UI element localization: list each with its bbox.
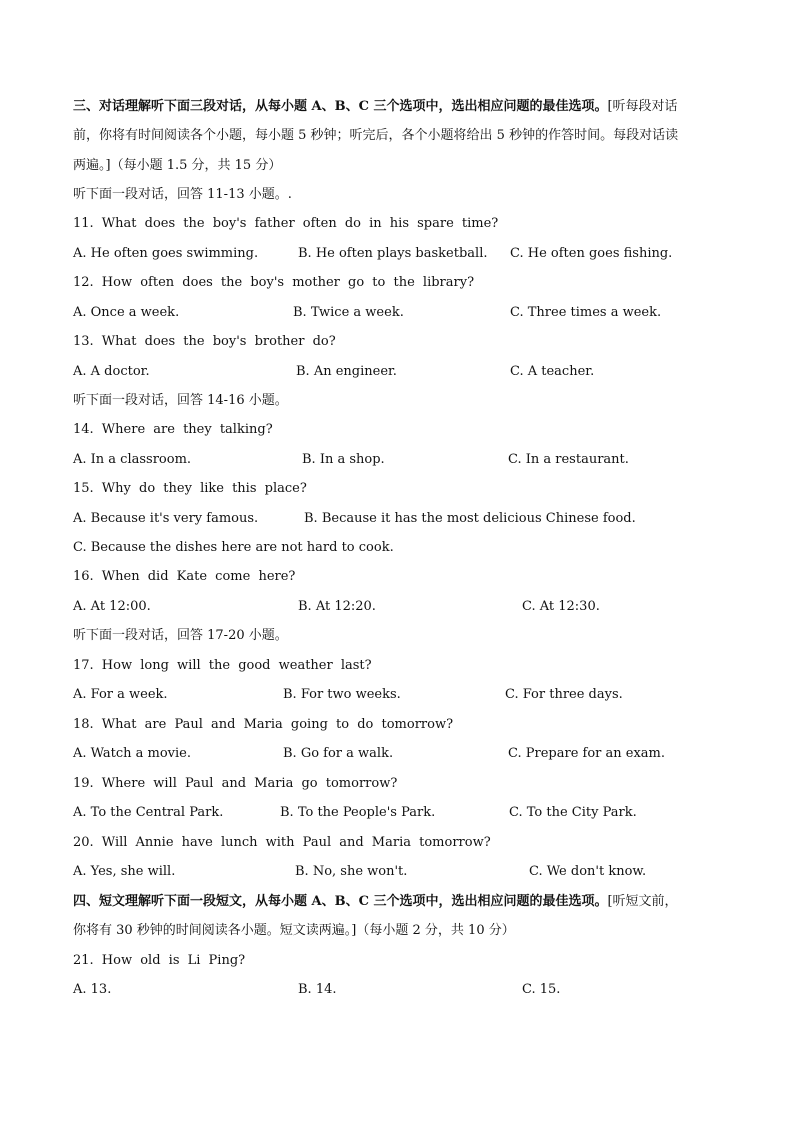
section4-heading-rest: [听短文前， [607,894,678,909]
section3-heading-line1 [73,98,678,116]
option-b: B. Twice a week. [293,305,404,320]
option-c: C. A teacher. [510,364,595,379]
option-a: A. Because it's very famous. [73,511,259,526]
dialogue-instruction-3: 听下面一段对话，回答 17-20 小题。 [73,628,288,643]
option-a: A. To the Central Park. [73,805,224,820]
option-c: C. Prepare for an exam. [508,746,665,761]
option-b: B. To the People's Park. [280,805,436,820]
options-20 [73,863,733,881]
option-c: C. 15. [522,982,561,997]
option-c-15: C. Because the dishes here are not hard to cook. [73,540,394,555]
section3-heading-line2: 前，你将有时间阅读各个小题，每小题 5 秒钟；听完后，各个小题将给出 5 秒钟的作答时间。每段对话读 [73,128,679,143]
option-a: A. For a week. [73,687,168,702]
option-a: A. At 12:00. [73,599,151,614]
section3-heading-line3: 两遍。]（每小题 1.5 分，共 15 分） [73,158,282,173]
section3-heading-rest: [听每段对话 [607,99,678,114]
question-14: 14. Where are they talking? [73,422,273,437]
option-c: C. For three days. [505,687,623,702]
option-b: B. He often plays basketball. [298,246,488,261]
option-a: A. 13. [73,982,112,997]
question-16: 16. When did Kate come here? [73,569,296,584]
option-a: A. In a classroom. [73,452,192,467]
section4-heading-bold: 四、短文理解听下面一段短文，从每小题 A、B、C 三个选项中，选出相应问题的最佳选项。 [73,894,608,909]
option-a: A. Yes, she will. [73,864,176,879]
option-b: B. No, she won't. [295,864,408,879]
options-19 [73,804,733,822]
options-15 [73,510,733,528]
option-c: C. In a restaurant. [508,452,629,467]
question-15: 15. Why do they like this place? [73,481,307,496]
question-12: 12. How often does the boy's mother go to the library? [73,275,475,290]
option-c: C. At 12:30. [522,599,600,614]
options-18 [73,745,733,763]
question-19: 19. Where will Paul and Maria go tomorrow? [73,776,398,791]
option-c: C. To the City Park. [509,805,637,820]
option-b: B. Because it has the most delicious Chinese food. [304,511,636,526]
dialogue-instruction-1: 听下面一段对话，回答 11-13 小题。. [73,187,292,202]
option-b: B. 14. [298,982,337,997]
option-c: C. We don't know. [529,864,647,879]
question-20: 20. Will Annie have lunch with Paul and Maria tomorrow? [73,835,491,850]
question-11: 11. What does the boy's father often do in his spare time? [73,216,499,231]
options-11 [73,245,733,263]
option-b: B. In a shop. [302,452,385,467]
section4-heading-line2: 你将有 30 秒钟的时间阅读各小题。短文读两遍。]（每小题 2 分，共 10 分） [73,923,515,938]
option-b: B. For two weeks. [283,687,401,702]
options-16 [73,598,733,616]
section4-heading-line1 [73,893,678,911]
dialogue-instruction-2: 听下面一段对话，回答 14-16 小题。 [73,393,288,408]
option-b: B. An engineer. [296,364,397,379]
option-b: B. At 12:20. [298,599,376,614]
option-c: C. Three times a week. [510,305,662,320]
option-a: A. A doctor. [73,364,150,379]
question-13: 13. What does the boy's brother do? [73,334,336,349]
options-13 [73,363,733,381]
section3-heading-bold: 三、对话理解听下面三段对话，从每小题 A、B、C 三个选项中，选出相应问题的最佳选项。 [73,99,608,114]
question-21: 21. How old is Li Ping? [73,953,246,968]
option-a: A. Watch a movie. [73,746,192,761]
option-a: A. He often goes swimming. [73,246,259,261]
option-a: A. Once a week. [73,305,180,320]
option-b: B. Go for a walk. [283,746,394,761]
question-18: 18. What are Paul and Maria going to do tomorrow? [73,717,454,732]
option-c: C. He often goes fishing. [510,246,673,261]
question-17: 17. How long will the good weather last? [73,658,372,673]
options-21 [73,981,733,999]
options-12 [73,304,733,322]
options-14 [73,451,733,469]
options-17 [73,686,733,704]
